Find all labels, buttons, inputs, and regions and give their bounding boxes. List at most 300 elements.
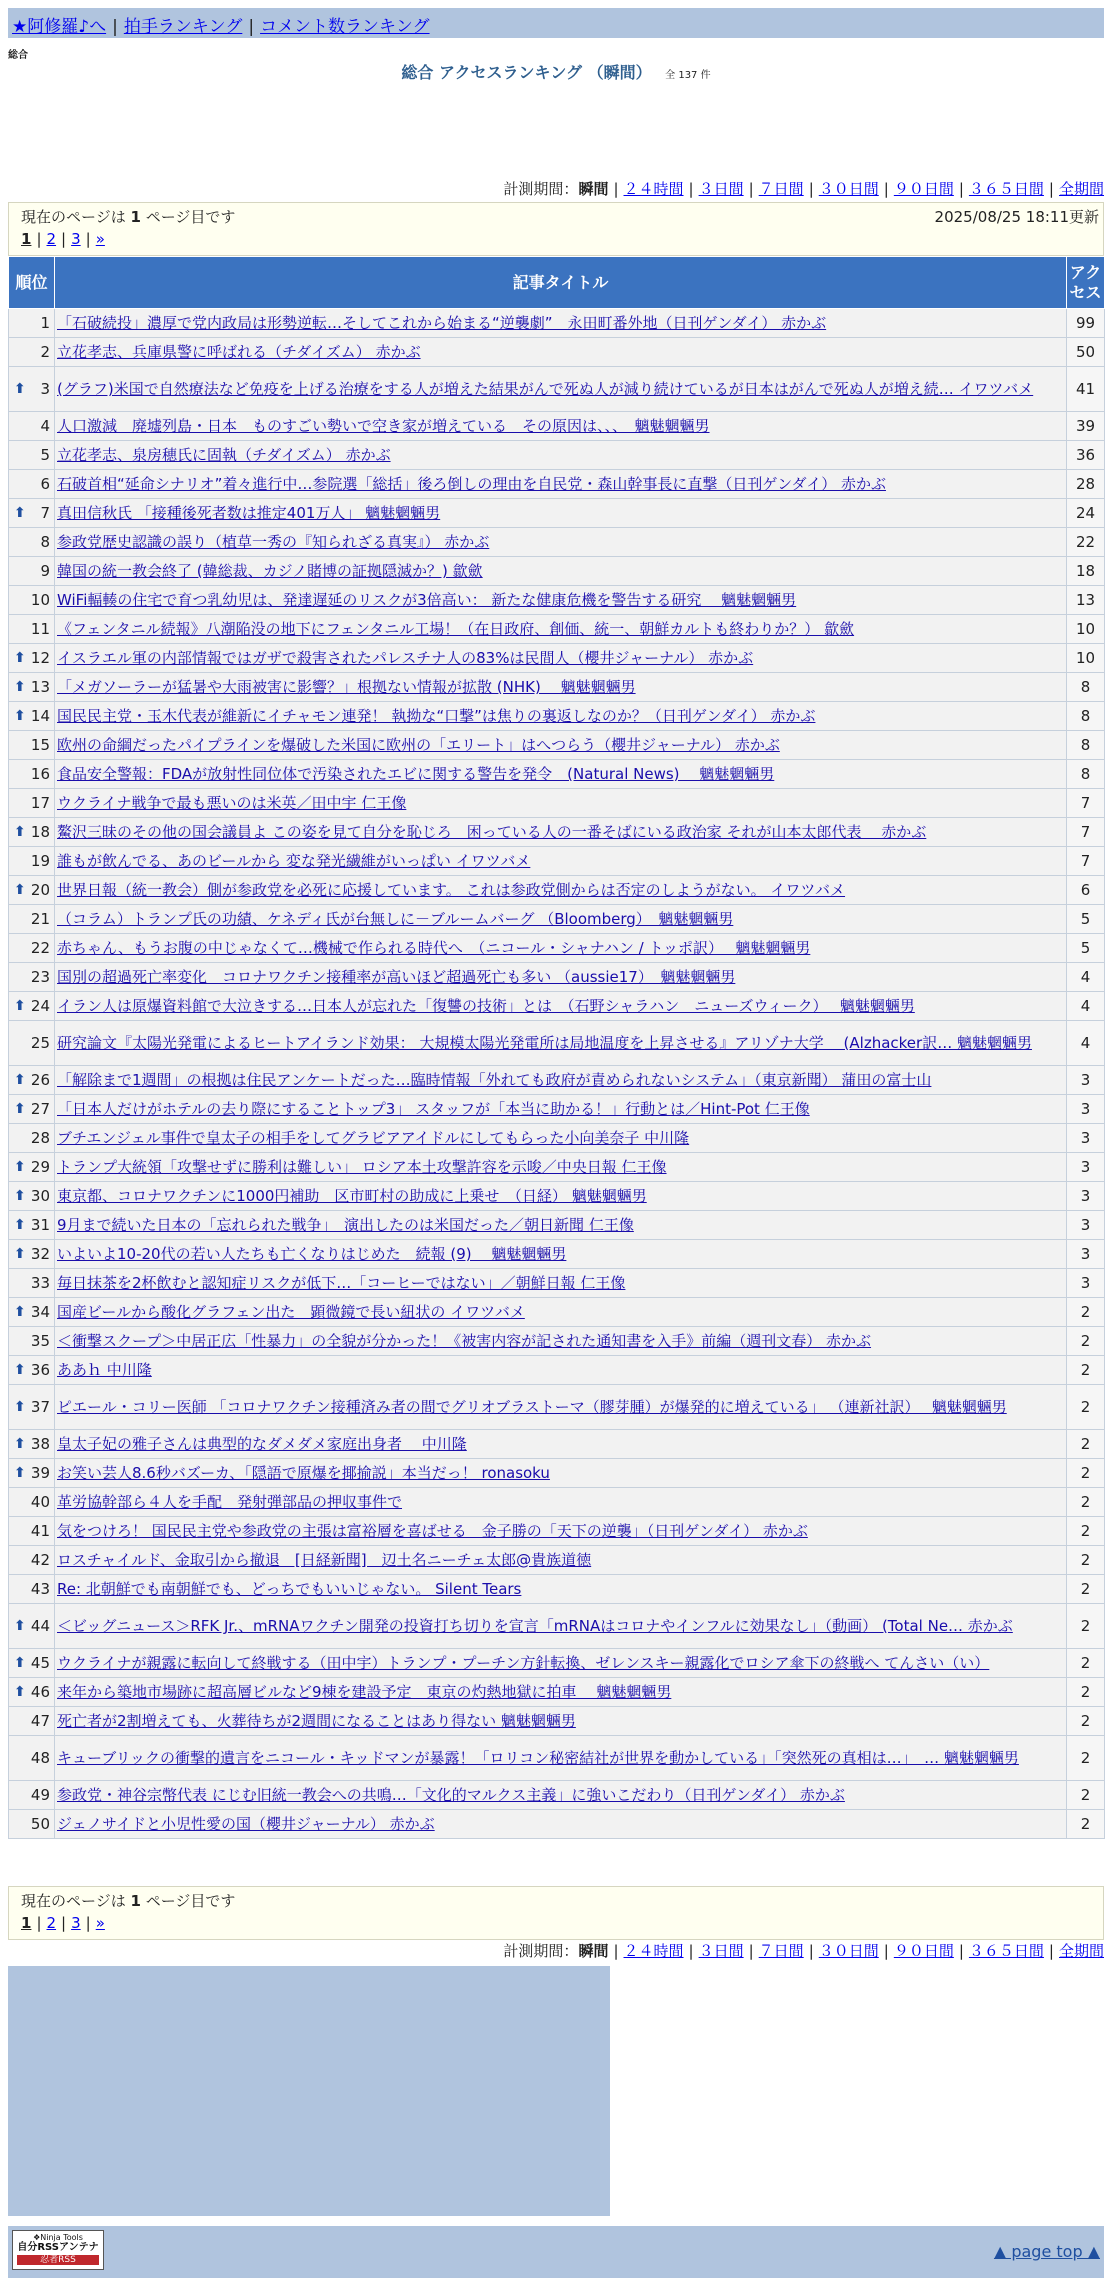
pager (21, 228, 1091, 250)
article-link[interactable]: ウクライナ戦争で最も悪いのは米英／田中宇 仁王像 (57, 794, 407, 812)
period-link[interactable]: ２４時間 (623, 180, 684, 198)
article-link[interactable]: 「メガソーラーが猛暑や大雨被害に影響？」根拠ない情報が拡散 (NHK) 魑魅魍魎男 (57, 678, 636, 696)
table-row (9, 1604, 1105, 1649)
article-link[interactable]: 《フェンタニル続報》八潮陥没の地下にフェンタニル工場！（在日政府、創価、統一、朝鮮カルトも終わりか？） 歙歛 (57, 620, 855, 638)
rank-cell (9, 1575, 55, 1604)
article-link[interactable]: ＜衝撃スクープ＞中居正広「性暴力」の全貌が分かった！《被害内容が記された通知書を入手》前編（週刊文春） 赤かぶ (57, 1332, 872, 1350)
table-row (9, 499, 1105, 528)
count-cell: 2 (1067, 1430, 1105, 1459)
period-link[interactable]: 全期間 (1058, 180, 1104, 198)
title-cell (55, 1430, 1067, 1459)
rank-number: 4 (40, 417, 50, 435)
title-cell (55, 1517, 1067, 1546)
table-row (9, 1649, 1105, 1678)
title-cell (55, 1459, 1067, 1488)
up-arrow-icon: ⬆ (14, 824, 26, 840)
title-cell (55, 470, 1067, 499)
title-cell (55, 1546, 1067, 1575)
rank-cell (9, 1298, 55, 1327)
title-cell (55, 1488, 1067, 1517)
rank-number: 11 (30, 620, 50, 638)
period-separator: | (688, 1942, 694, 1960)
rank-number: 48 (30, 1749, 50, 1767)
title-cell (55, 1810, 1067, 1839)
article-link[interactable]: 皇太子妃の雅子さんは典型的なダメダメ家庭出身者 中川隆 (57, 1435, 467, 1453)
period-link[interactable]: ９０日間 (893, 180, 954, 198)
title-cell (55, 963, 1067, 992)
article-link[interactable]: 「日本人だけがホテルの去り際にすることトップ3」 スタッフが「本当に助かる！」行動とは／Hint-Pot 仁王像 (57, 1100, 810, 1118)
article-link[interactable]: キューブリックの衝撃的遺言をニコール・キッドマンが暴露！「ロリコン秘密結社が世界を動かしている」「突然死の真相は…」 … 魑魅魍魎男 (57, 1749, 1019, 1767)
count-cell: 2 (1067, 1546, 1105, 1575)
up-arrow-icon: ⬆ (14, 1188, 26, 1204)
article-link[interactable]: 国産ビールから酸化グラフェン出た 顕微鏡で長い紐状の イワツバメ (57, 1303, 525, 1321)
article-link[interactable]: 立花孝志、兵庫県警に呼ばれる（チダイズム） 赤かぶ (57, 343, 421, 361)
count-cell: 6 (1067, 876, 1105, 905)
up-arrow-icon: ⬆ (14, 1684, 26, 1700)
page-info-top (8, 202, 1104, 256)
count-cell: 7 (1067, 818, 1105, 847)
rank-number: 47 (30, 1712, 50, 1730)
table-row (9, 1153, 1105, 1182)
title-cell (55, 1736, 1067, 1781)
rank-cell (9, 876, 55, 905)
rank-cell (9, 1021, 55, 1066)
rank-number: 44 (30, 1617, 50, 1635)
rank-cell (9, 412, 55, 441)
article-link[interactable]: (グラフ)米国で自然療法など免疫を上げる治療をする人が増えた結果がんで死ぬ人が減り続けているが日本はがんで死ぬ人が増え続… イワツバメ (57, 380, 1034, 398)
up-arrow-icon: ⬆ (14, 1618, 26, 1634)
title-cell (55, 309, 1067, 338)
rank-number: 8 (40, 533, 50, 551)
rank-number: 18 (30, 823, 50, 841)
rank-number: 40 (30, 1493, 50, 1511)
article-link[interactable]: 韓国の統一教会終了 (韓総裁、カジノ賭博の証拠隠滅か？) 歙歛 (57, 562, 483, 580)
up-arrow-icon: ⬆ (14, 1101, 26, 1117)
title-cell (55, 441, 1067, 470)
rank-cell (9, 673, 55, 702)
title-cell (55, 731, 1067, 760)
rank-cell (9, 1385, 55, 1430)
count-cell: 3 (1067, 1240, 1105, 1269)
count-cell: 8 (1067, 673, 1105, 702)
title-cell (55, 760, 1067, 789)
article-link[interactable]: 国民民主党・玉木代表が維新にイチャモン連発！ 執拗な“口撃”は焦りの裏返しなのか？（日刊ゲンダイ） 赤かぶ (57, 707, 816, 725)
table-row (9, 1124, 1105, 1153)
rank-number: 5 (40, 446, 50, 464)
rank-cell (9, 499, 55, 528)
rank-cell (9, 557, 55, 586)
rank-number: 14 (30, 707, 50, 725)
count-cell: 2 (1067, 1298, 1105, 1327)
rank-number: 19 (30, 852, 50, 870)
pager-link[interactable]: 3 (71, 1914, 81, 1932)
article-link[interactable]: （コラム）トランプ氏の功績、ケネディ氏が台無しに－ブルームバーグ （Bloomberg） 魑魅魍魎男 (57, 910, 734, 928)
ninja-rss-badge[interactable] (12, 2230, 104, 2270)
count-cell: 28 (1067, 470, 1105, 499)
pager-separator: | (85, 230, 91, 248)
table-row (9, 1517, 1105, 1546)
table-row (9, 441, 1105, 470)
article-link[interactable]: ああｈ 中川隆 (57, 1361, 152, 1379)
page-info-page: 1 (130, 1892, 141, 1910)
table-row (9, 1736, 1105, 1781)
count-cell: 10 (1067, 615, 1105, 644)
title-cell (55, 905, 1067, 934)
count-cell: 22 (1067, 528, 1105, 557)
article-link[interactable]: Re: 北朝鮮でも南朝鮮でも、どっちでもいいじゃない。 Silent Tears (57, 1580, 522, 1598)
article-link[interactable]: 国別の超過死亡率変化 コロナワクチン接種率が高いほど超過死亡も多い （aussie17） 魑魅魍魎男 (57, 968, 736, 986)
count-cell: 5 (1067, 934, 1105, 963)
rank-number: 29 (30, 1158, 50, 1176)
title-cell (55, 528, 1067, 557)
nav-separator: | (112, 17, 118, 37)
rank-cell (9, 644, 55, 673)
page-top-link[interactable]: ▲ page top ▲ (993, 2242, 1100, 2261)
period-link[interactable]: ３日間 (698, 180, 744, 198)
table-row (9, 412, 1105, 441)
rank-cell (9, 1488, 55, 1517)
page-info-line (21, 206, 1091, 228)
table-row (9, 702, 1105, 731)
title-cell (55, 1356, 1067, 1385)
period-link[interactable]: ３０日間 (818, 180, 879, 198)
article-link[interactable]: 石破首相“延命シナリオ”着々進行中…参院選「総括」後ろ倒しの理由を自民党・森山幹事長に直撃（日刊ゲンダイ） 赤かぶ (57, 475, 886, 493)
rank-number: 9 (40, 562, 50, 580)
table-row (9, 586, 1105, 615)
table-row (9, 760, 1105, 789)
period-separator: | (613, 1942, 619, 1960)
article-link[interactable]: 欧州の命綱だったパイプラインを爆破した米国に欧州の「エリート」はへつらう（櫻井ジャーナル） 赤かぶ (57, 736, 780, 754)
rank-cell (9, 1678, 55, 1707)
article-link[interactable]: 東京都、コロナワクチンに1000円補助 区市町村の助成に上乗せ （日経） 魑魅魍魎男 (57, 1187, 647, 1205)
page-info-bottom (8, 1886, 1104, 1940)
pager-link[interactable]: 2 (46, 1914, 57, 1932)
article-link[interactable]: ジェノサイドと小児性愛の国（櫻井ジャーナル） 赤かぶ (57, 1815, 435, 1833)
title-cell (55, 1269, 1067, 1298)
rank-cell (9, 1430, 55, 1459)
article-link[interactable]: トランプ大統領「攻撃せずに勝利は難しい」 ロシア本土攻撃許容を示唆／中央日報 仁王像 (57, 1158, 667, 1176)
rank-number: 38 (30, 1435, 50, 1453)
article-link[interactable]: 食品安全警報：FDAが放射性同位体で汚染されたエビに関する警告を発令 (Natural News) 魑魅魍魎男 (57, 765, 775, 783)
rank-cell (9, 992, 55, 1021)
period-separator: | (688, 180, 694, 198)
title-cell (55, 1385, 1067, 1430)
count-cell: 41 (1067, 367, 1105, 412)
title-cell (55, 499, 1067, 528)
period-link[interactable]: ３６５日間 (968, 1942, 1044, 1960)
article-link[interactable]: 世界日報（統一教会）側が参政党を必死に応援しています。 これは参政党側からは否定のしようがない。 イワツバメ (57, 881, 846, 899)
rank-number: 37 (30, 1398, 50, 1416)
pager-link[interactable]: » (95, 1914, 105, 1932)
rank-cell (9, 1269, 55, 1298)
category-label: 総合 (8, 50, 28, 61)
up-arrow-icon: ⬆ (14, 708, 26, 724)
table-row (9, 1211, 1105, 1240)
article-link[interactable]: ピエール・コリー医師 「コロナワクチン接種済み者の間でグリオブラストーマ（膠芽腫）が爆発的に増えている」 （連新社訳） 魑魅魍魎男 (57, 1398, 1007, 1416)
rank-cell (9, 1546, 55, 1575)
title-cell (55, 644, 1067, 673)
period-link[interactable]: ７日間 (758, 1942, 804, 1960)
table-row (9, 1781, 1105, 1810)
period-separator: | (958, 180, 964, 198)
up-arrow-icon: ⬆ (14, 882, 26, 898)
period-selector-top (503, 178, 1104, 199)
rank-number: 23 (30, 968, 50, 986)
footer (8, 2226, 1104, 2278)
rank-cell (9, 338, 55, 367)
rank-number: 24 (30, 997, 50, 1015)
title-cell (55, 1021, 1067, 1066)
nav-link[interactable]: ★阿修羅♪へ (12, 17, 107, 37)
rank-number: 34 (30, 1303, 50, 1321)
article-link[interactable]: 参政党歴史認識の誤り（植草一秀の『知られざる真実』） 赤かぶ (57, 533, 490, 551)
period-separator: | (748, 180, 754, 198)
rank-number: 32 (30, 1245, 50, 1263)
article-link[interactable]: WiFi輻輳の住宅で育つ乳幼児は、発達遅延のリスクが3倍高い： 新たな健康危機を警告する研究 魑魅魍魎男 (57, 591, 797, 609)
title-cell (55, 1604, 1067, 1649)
title-cell (55, 1707, 1067, 1736)
rank-cell (9, 702, 55, 731)
table-row (9, 528, 1105, 557)
count-cell: 99 (1067, 309, 1105, 338)
table-row (9, 1021, 1105, 1066)
rank-number: 41 (30, 1522, 50, 1540)
top-nav (8, 8, 1104, 38)
rank-cell (9, 441, 55, 470)
count-cell: 2 (1067, 1575, 1105, 1604)
article-link[interactable]: 参政党・神谷宗幣代表 にじむ旧統一教会への共鳴…「文化的マルクス主義」に強いこだわり（日刊ゲンダイ） 赤かぶ (57, 1786, 845, 1804)
period-selector-bottom (503, 1940, 1104, 1961)
rank-cell (9, 367, 55, 412)
rank-number: 21 (30, 910, 50, 928)
count-cell: 8 (1067, 702, 1105, 731)
nav-link[interactable]: コメント数ランキング (260, 17, 430, 37)
period-separator: | (808, 180, 814, 198)
up-arrow-icon: ⬆ (14, 998, 26, 1014)
article-link[interactable]: 「石破続投」濃厚で党内政局は形勢逆転…そしてこれから始まる“逆襲劇” 永田町番外地（日刊ゲンダイ） 赤かぶ (57, 314, 827, 332)
count-cell: 5 (1067, 905, 1105, 934)
count-cell: 2 (1067, 1385, 1105, 1430)
rank-number: 20 (30, 881, 50, 899)
pager-separator: | (61, 230, 67, 248)
table-row (9, 1356, 1105, 1385)
article-link[interactable]: 立花孝志、泉房穂氏に固執（チダイズム） 赤かぶ (57, 446, 391, 464)
period-link[interactable]: ３６５日間 (968, 180, 1044, 198)
rank-cell (9, 1327, 55, 1356)
title-cell (55, 1095, 1067, 1124)
up-arrow-icon: ⬆ (14, 1436, 26, 1452)
article-link[interactable]: 赤ちゃん、もうお腹の中じゃなくて…機械で作られる時代へ （ニコール・シャナハン / トッポ訳） 魑魅魍魎男 (57, 939, 811, 957)
article-link[interactable]: 「解除まで1週間」の根拠は住民アンケートだった…臨時情報「外れても政府が責められないシステム」（東京新聞） 蒲田の富士山 (57, 1071, 932, 1089)
article-link[interactable]: ウクライナが親露に転向して終戦する（田中宇）トランプ・プーチン方針転換、ゼレンスキー親露化でロシア傘下の終戦へ てんさい（い） (57, 1654, 990, 1672)
period-link[interactable]: ２４時間 (623, 1942, 684, 1960)
rank-cell (9, 1707, 55, 1736)
up-arrow-icon: ⬆ (14, 1362, 26, 1378)
count-cell: 2 (1067, 1604, 1105, 1649)
rank-number: 1 (40, 314, 50, 332)
pager (21, 1912, 1091, 1934)
title-cell (55, 702, 1067, 731)
count-cell: 24 (1067, 499, 1105, 528)
table-row (9, 1546, 1105, 1575)
count-cell: 10 (1067, 644, 1105, 673)
rank-cell (9, 1124, 55, 1153)
rank-number: 50 (30, 1815, 50, 1833)
count-cell: 2 (1067, 1459, 1105, 1488)
rank-number: 3 (40, 380, 50, 398)
article-link[interactable]: 死亡者が2割増えても、火葬待ちが2週間になることはあり得ない 魑魅魍魎男 (57, 1712, 576, 1730)
rank-number: 10 (30, 591, 50, 609)
article-link[interactable]: 革労協幹部ら４人を手配 発射弾部品の押収事件で (57, 1493, 403, 1511)
rank-cell (9, 847, 55, 876)
page-info-line (21, 1890, 1091, 1912)
count-cell: 4 (1067, 992, 1105, 1021)
count-cell: 2 (1067, 1517, 1105, 1546)
rank-cell (9, 1211, 55, 1240)
table-row (9, 905, 1105, 934)
article-link[interactable]: 来年から築地市場跡に超高層ビルなど9棟を建設予定 東京の灼熱地獄に拍車 魑魅魍魎男 (57, 1683, 672, 1701)
badge-line2: 自分RSSアンテナ (17, 2242, 99, 2253)
pager-link[interactable]: 2 (46, 230, 57, 248)
title-cell (55, 1649, 1067, 1678)
title-cell (55, 412, 1067, 441)
rank-number: 22 (30, 939, 50, 957)
article-link[interactable]: いよいよ10-20代の若い人たちも亡くなりはじめた 続報 (9) 魑魅魍魎男 (57, 1245, 567, 1263)
page-info-page: 1 (130, 208, 141, 226)
table-row (9, 1488, 1105, 1517)
pager-link[interactable]: » (95, 230, 105, 248)
page-info-prefix: 現在のページは (21, 208, 131, 226)
rank-number: 39 (30, 1464, 50, 1482)
rank-cell (9, 818, 55, 847)
title-cell (55, 367, 1067, 412)
period-current: 瞬間 (578, 1942, 609, 1960)
table-row (9, 1066, 1105, 1095)
count-cell: 7 (1067, 789, 1105, 818)
period-link[interactable]: 全期間 (1058, 1942, 1104, 1960)
table-row (9, 934, 1105, 963)
period-link[interactable]: ７日間 (758, 180, 804, 198)
table-row (9, 1707, 1105, 1736)
rank-cell (9, 731, 55, 760)
count-cell: 2 (1067, 1781, 1105, 1810)
period-link[interactable]: ９０日間 (893, 1942, 954, 1960)
up-arrow-icon: ⬆ (14, 1217, 26, 1233)
title-cell (55, 1124, 1067, 1153)
article-link[interactable]: イスラエル軍の内部情報ではガザで殺害されたパレスチナ人の83%は民間人（櫻井ジャーナル） 赤かぶ (57, 649, 754, 667)
pager-current: 1 (21, 230, 32, 248)
rank-cell (9, 1649, 55, 1678)
rank-number: 17 (30, 794, 50, 812)
count-cell: 18 (1067, 557, 1105, 586)
article-link[interactable]: お笑い芸人8.6秒バズーカ、「隠語で原爆を揶揄説」本当だっ！ ronasoku (57, 1464, 550, 1482)
pager-link[interactable]: 3 (71, 230, 81, 248)
rank-cell (9, 1810, 55, 1839)
title-cell (55, 1327, 1067, 1356)
period-separator: | (808, 1942, 814, 1960)
article-link[interactable]: 真田信秋氏 「接種後死者数は推定401万人」 魑魅魍魎男 (57, 504, 441, 522)
article-link[interactable]: 人口激減 廃墟列島・日本 ものすごい勢いで空き家が増えている その原因は、、、 魑魅魍魎男 (57, 417, 710, 435)
count-cell: 2 (1067, 1649, 1105, 1678)
rank-number: 12 (30, 649, 50, 667)
page-info-suffix: ページ目です (140, 1892, 236, 1910)
header-rank: 順位 (9, 257, 55, 309)
article-link[interactable]: イラン人は原爆資料館で大泣きする…日本人が忘れた「復讐の技術」とは （石野シャラハン ニューズウィーク） 魑魅魍魎男 (57, 997, 915, 1015)
rank-number: 25 (30, 1034, 50, 1052)
table-row (9, 1430, 1105, 1459)
pager-separator: | (61, 1914, 67, 1932)
article-link[interactable]: 研究論文『太陽光発電によるヒートアイランド効果： 大規模太陽光発電所は局地温度を上昇させる』アリゾナ大学 (Alzhacker訳… 魑魅魍魎男 (57, 1034, 1032, 1052)
count-cell: 2 (1067, 1678, 1105, 1707)
period-link[interactable]: ３０日間 (818, 1942, 879, 1960)
rank-cell (9, 789, 55, 818)
page-title (0, 60, 1112, 83)
count-cell: 2 (1067, 1327, 1105, 1356)
period-separator: | (883, 180, 889, 198)
count-cell: 2 (1067, 1707, 1105, 1736)
rank-cell (9, 934, 55, 963)
table-row (9, 470, 1105, 499)
ranking-title: 総合 アクセスランキング （瞬間） (401, 63, 652, 82)
title-cell (55, 1153, 1067, 1182)
up-arrow-icon: ⬆ (14, 505, 26, 521)
rank-number: 15 (30, 736, 50, 754)
rank-cell (9, 470, 55, 499)
rank-cell (9, 905, 55, 934)
article-link[interactable]: ＜ビッグニュース＞RFK Jr.、mRNAワクチン開発の投資打ち切りを宣言「mRNAはコロナやインフルに効果なし」（動画） (Total Ne… 赤かぶ (57, 1617, 1013, 1635)
rank-cell (9, 1182, 55, 1211)
rank-number: 16 (30, 765, 50, 783)
period-separator: | (1048, 180, 1054, 198)
title-cell (55, 934, 1067, 963)
title-cell (55, 818, 1067, 847)
rank-cell (9, 963, 55, 992)
table-row (9, 1298, 1105, 1327)
title-cell (55, 1678, 1067, 1707)
rank-cell (9, 1153, 55, 1182)
article-link[interactable]: ロスチャイルド、金取引から撤退 [日経新聞] 辺土名ニーチェ太郎@貴族道徳 (57, 1551, 592, 1569)
period-current: 瞬間 (578, 180, 609, 198)
count-cell: 3 (1067, 1211, 1105, 1240)
article-link[interactable]: 気をつけろ！ 国民民主党や参政党の主張は富裕層を喜ばせる 金子勝の「天下の逆襲」（日刊ゲンダイ） 赤かぶ (57, 1522, 808, 1540)
rank-number: 6 (40, 475, 50, 493)
rank-cell (9, 1095, 55, 1124)
article-link[interactable]: 9月まで続いた日本の「忘れられた戦争」 演出したのは米国だった／朝日新聞 仁王像 (57, 1216, 634, 1234)
badge-line1: ❖Ninja Tools (33, 2233, 83, 2242)
period-separator: | (1048, 1942, 1054, 1960)
table-row (9, 876, 1105, 905)
title-cell (55, 1575, 1067, 1604)
nav-link[interactable]: 拍手ランキング (123, 17, 243, 37)
article-link[interactable]: 毎日抹茶を2杯飲むと認知症リスクが低下…「コーヒーではない」／朝鮮日報 仁王像 (57, 1274, 626, 1292)
pager-separator: | (36, 230, 42, 248)
article-link[interactable]: 誰もが飲んでる、あのビールから 変な発光繊維がいっぱい イワツバメ (57, 852, 531, 870)
total-count: 全 137 件 (665, 70, 711, 81)
article-link[interactable]: 鰲沢三昧のその他の国会議員よ この姿を見て自分を恥じろ 困っている人の一番そばにいる政治家 それが山本太郎代表 赤かぶ (57, 823, 927, 841)
period-label: 計測期間： (503, 180, 579, 198)
up-arrow-icon: ⬆ (14, 1159, 26, 1175)
period-link[interactable]: ３日間 (698, 1942, 744, 1960)
title-cell (55, 338, 1067, 367)
article-link[interactable]: ブチエンジェル事件で皇太子の相手をしてグラビアアイドルにしてもらった小向美奈子 中川隆 (57, 1129, 690, 1147)
rank-number: 2 (40, 343, 50, 361)
count-cell: 4 (1067, 1021, 1105, 1066)
rank-cell (9, 1459, 55, 1488)
count-cell: 4 (1067, 963, 1105, 992)
page-info-suffix: ページ目です (140, 208, 236, 226)
period-separator: | (883, 1942, 889, 1960)
title-cell (55, 992, 1067, 1021)
